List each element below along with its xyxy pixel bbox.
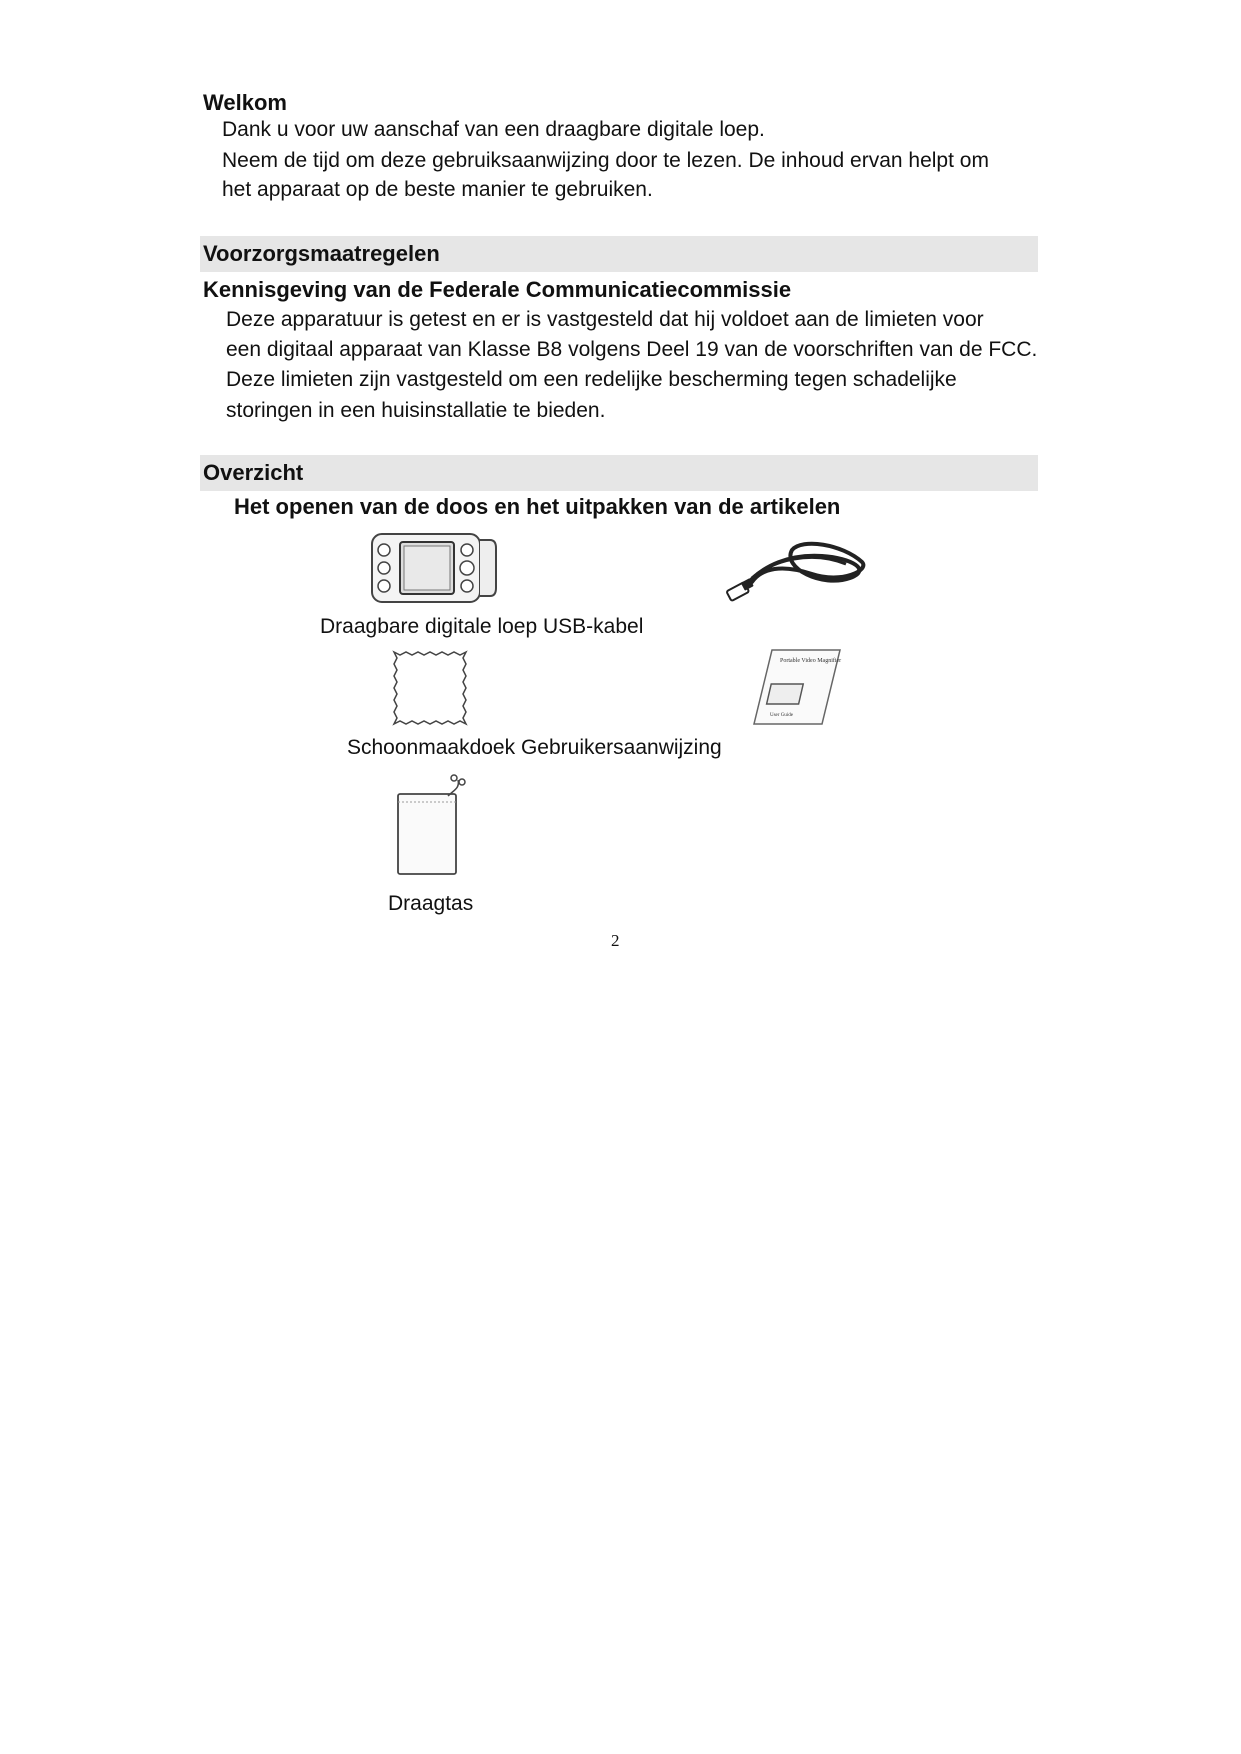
fcc-line-4: storingen in een huisinstallatie te bieden.: [226, 399, 606, 422]
fcc-line-2: een digitaal apparaat van Klasse B8 volgens Deel 19 van de voorschriften van de FCC.: [226, 338, 1038, 361]
welcome-heading: Welkom: [203, 90, 287, 115]
caption-row-1: Draagbare digitale loep USB-kabel: [320, 615, 644, 638]
fcc-notice-heading: Kennisgeving van de Federale Communicatiecommissie: [203, 277, 792, 302]
user-manual-image: [752, 646, 844, 728]
overview-header-band: [200, 455, 1038, 491]
caption-row-2: Schoonmaakdoek Gebruikersaanwijzing: [347, 736, 722, 759]
caption-row-3: Draagtas: [388, 892, 474, 915]
overview-heading: Overzicht: [203, 460, 304, 485]
precautions-header-band: [200, 236, 1038, 272]
fcc-line-1: Deze apparatuur is getest en er is vastgesteld dat hij voldoet aan de limieten voor: [226, 308, 984, 331]
welcome-line-2: Neem de tijd om deze gebruiksaanwijzing door te lezen. De inhoud ervan helpt om: [222, 149, 989, 172]
page-number: 2: [611, 931, 620, 950]
manual-cover-title: Portable Video Magnifier: [780, 658, 842, 664]
cleaning-cloth-image: [390, 648, 470, 728]
unboxing-heading: Het openen van de doos en het uitpakken van de artikelen: [234, 494, 841, 519]
usb-cable-image: [722, 534, 872, 606]
fcc-line-3: Deze limieten zijn vastgesteld om een redelijke bescherming tegen schadelijke: [226, 368, 957, 391]
magnifier-image: [370, 530, 498, 606]
welcome-line-1: Dank u voor uw aanschaf van een draagbare digitale loep.: [222, 118, 765, 141]
carrying-bag-image: [392, 772, 490, 878]
manual-cover-footer: User Guide: [770, 713, 793, 718]
precautions-heading: Voorzorgsmaatregelen: [203, 241, 440, 266]
welcome-line-3: het apparaat op de beste manier te gebruiken.: [222, 178, 653, 201]
